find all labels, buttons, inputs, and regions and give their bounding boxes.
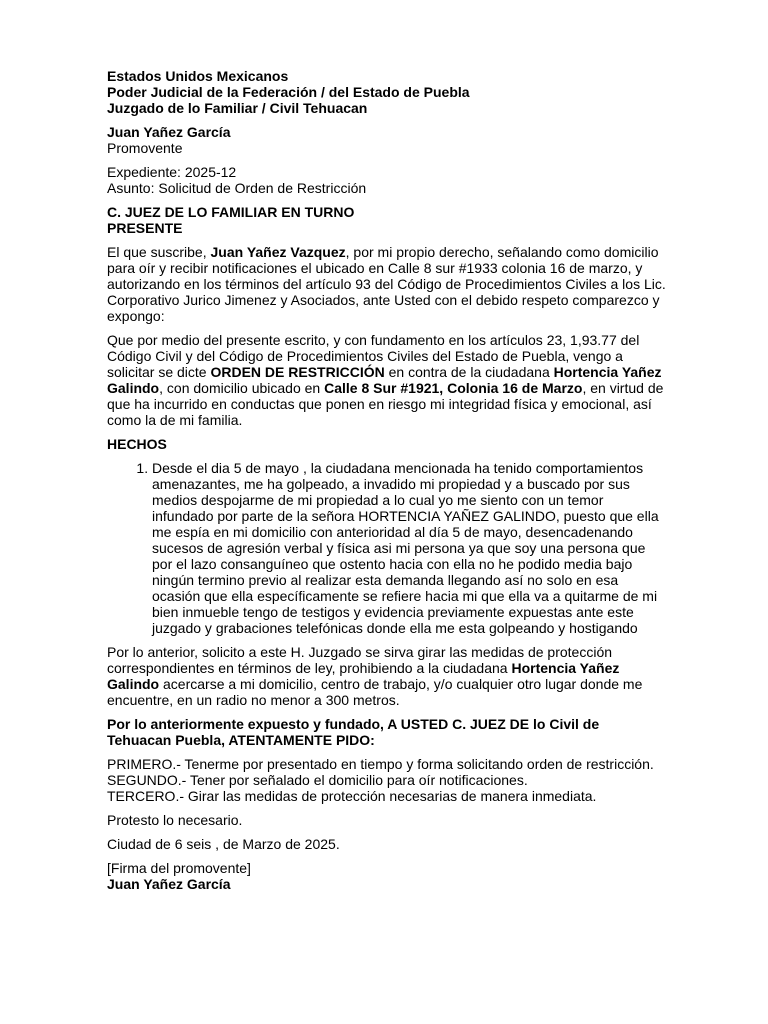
request-text-2: en contra de la ciudadana (384, 364, 554, 380)
request-address: Calle 8 Sur #1921, Colonia 16 de Marzo (324, 380, 583, 396)
hechos-list (107, 460, 667, 636)
closing-date: Ciudad de 6 seis , de Marzo de 2025. (107, 836, 340, 852)
measures-text-2: acercarse a mi domicilio, centro de trabajo, y/o cualquier otro lugar donde me encuentre, en un radio no menor a 300 metros. (107, 676, 643, 708)
header-judicial-power: Poder Judicial de la Federación / del Estado de Puebla (107, 84, 470, 100)
header-court: Juzgado de lo Familiar / Civil Tehuacan (107, 100, 368, 116)
request-text-1: Que por medio del presente escrito, y con fundamento en los artículos 23, 1,93.77 del Código Civil y del Código de Procedimientos Civiles del Estado de Puebla, vengo a solicitar se dicte (107, 332, 640, 380)
petition-title: Por lo anteriormente expuesto y fundado, A USTED C. JUEZ DE lo Civil de Tehuacan Puebla, ATENTAMENTE PIDO: (107, 716, 600, 748)
request-paragraph (107, 332, 667, 428)
petition-segundo: SEGUNDO.- Tener por señalado el domicilio para oír notificaciones. (107, 772, 528, 788)
closing-protesto: Protesto lo necesario. (107, 812, 243, 828)
intro-name: Juan Yañez Vazquez (210, 244, 346, 260)
intro-text-2: , por mi propio derecho, señalando como domicilio para oír y recibir notificaciones el ubicado en Calle 8 sur #1933 colonia 16 de marzo, y autorizando en los términos del artículo 93 del Código de Procedimientos Civiles a los Lic. Corporativo Jurico Jimenez y Asociados, ante Usted con el debido respeto comparezco y expongo: (107, 244, 666, 324)
document-page (107, 68, 667, 892)
promovente-role: Promovente (107, 140, 183, 156)
measures-text-1: Por lo anterior, solicito a este H. Juzgado se sirva girar las medidas de protección correspondientes en términos de ley, prohibiendo a la ciudadana (107, 644, 613, 676)
measures-paragraph (107, 644, 667, 708)
request-text-3: , con domicilio ubicado en (159, 380, 325, 396)
closing-name: Juan Yañez García (107, 876, 231, 892)
intro-text-1: El que suscribe, (107, 244, 211, 260)
case-asunto: Asunto: Solicitud de Orden de Restricción (107, 180, 367, 196)
hechos-title: HECHOS (107, 436, 167, 452)
request-defendant: Hortencia Yañez Galindo (107, 364, 662, 396)
petition-primero: PRIMERO.- Tenerme por presentado en tiempo y forma solicitando orden de restricción. (107, 756, 654, 772)
petition-tercero: TERCERO.- Girar las medidas de protección necesarias de manera inmediata. (107, 788, 597, 804)
closing-signature: [Firma del promovente] (107, 860, 251, 876)
addressee-presente: PRESENTE (107, 220, 183, 236)
intro-paragraph (107, 244, 667, 324)
promovente-name: Juan Yañez García (107, 124, 231, 140)
header-country: Estados Unidos Mexicanos (107, 68, 289, 84)
addressee-judge: C. JUEZ DE LO FAMILIAR EN TURNO (107, 204, 355, 220)
request-order: ORDEN DE RESTRICCIÓN (210, 364, 385, 380)
hechos-item-1: 1. Desde el dia 5 de mayo , la ciudadana mencionada ha tenido comportamientos amenazantes, me ha golpeado, a invadido mi propiedad y a buscado por sus medios despojarme de mi propiedad a lo cual yo me siento con un temor infundado por parte de la señora HORTENCIA YAÑEZ GALINDO, puesto que ella me espía en mi domicilio con anterioridad al día 5 de mayo, desencadenando sucesos de agresión verbal y física asi mi persona ya que soy una persona que por el lazo consanguíneo que ostento hacia con ella no he podido media bajo ningún termino previo al realizar esta demanda llegando así no solo en esa ocasión que ella específicamente se refiere hacia mi que ella va a quitarme de mi bien inmueble tengo de testigos y evidencia previamente expuestas ante este juzgado y grabaciones telefónicas donde ella me esta golpeando y hostigando (152, 460, 667, 636)
measures-name: Hortencia Yañez Galindo (107, 660, 620, 692)
request-text-4: , en virtud de que ha incurrido en conductas que ponen en riesgo mi integridad física y emocional, así como la de mi familia. (107, 380, 664, 428)
case-expediente: Expediente: 2025-12 (107, 164, 237, 180)
